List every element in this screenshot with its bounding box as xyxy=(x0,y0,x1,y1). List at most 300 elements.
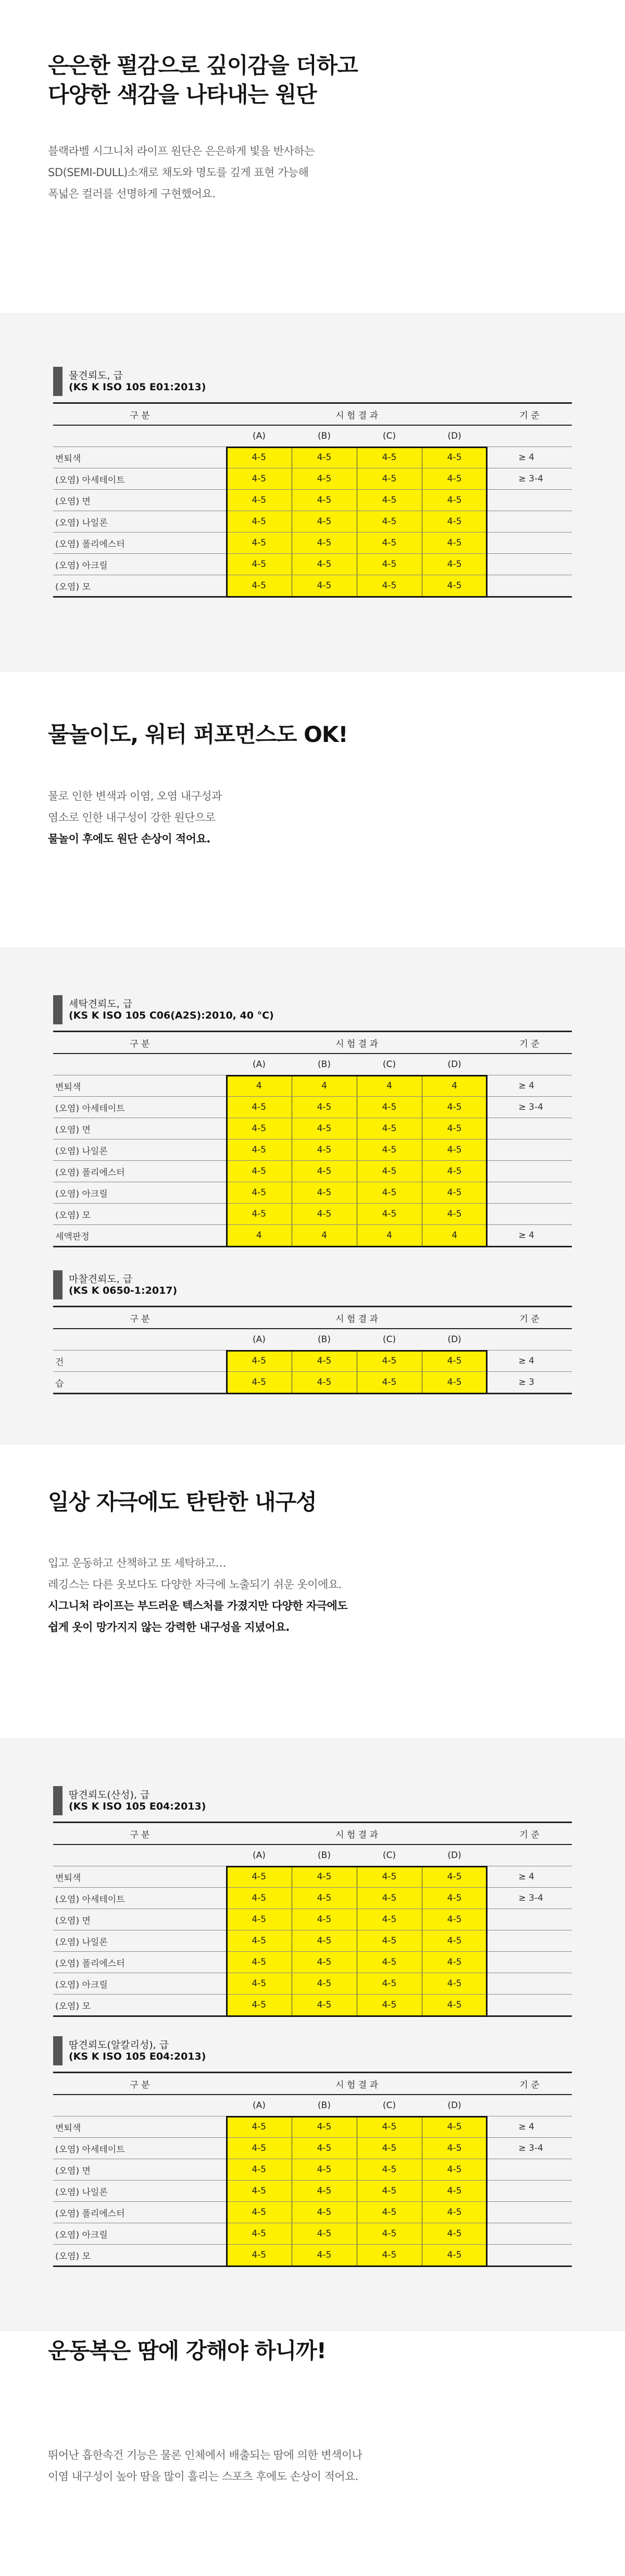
sample-label: (C) xyxy=(357,1054,422,1075)
result-cell: 4-5 xyxy=(227,554,292,575)
result-cell: 4-5 xyxy=(227,1930,292,1952)
row-item: (오염) 아세테이트 xyxy=(53,1097,227,1118)
result-cell: 4-5 xyxy=(292,1140,357,1161)
row-item: 변퇴색 xyxy=(53,2116,227,2138)
sweat-table-section xyxy=(0,1738,625,2331)
row-item: (오염) 아크릴 xyxy=(53,554,227,575)
result-cell: 4-5 xyxy=(422,2116,487,2138)
test-name: 물견뢰도, 급 xyxy=(69,370,123,381)
result-cell: 4-5 xyxy=(357,1161,422,1182)
table-caption xyxy=(53,1784,572,1817)
header-row xyxy=(53,1823,572,1845)
test-name: 세탁견뢰도, 급 xyxy=(69,998,133,1010)
result-cell: 4-5 xyxy=(422,575,487,597)
row-standard: ≥ 4 xyxy=(518,1230,534,1241)
row-item: (오염) 폴리에스터 xyxy=(53,532,227,554)
results-table xyxy=(53,402,572,598)
row-standard: ≥ 3 xyxy=(518,1377,534,1388)
result-cell: 4-5 xyxy=(227,2116,292,2138)
table-row xyxy=(53,1204,572,1225)
test-name: 땀견뢰도(알칼리성), 급 xyxy=(69,2039,169,2051)
table-row xyxy=(53,2116,572,2138)
header-row xyxy=(53,1032,572,1054)
result-cell: 4-5 xyxy=(227,1118,292,1140)
result-cell: 4-5 xyxy=(357,1866,422,1888)
header-result: 시 험 결 과 xyxy=(227,1307,487,1329)
row-standard xyxy=(487,1973,572,1995)
table-row xyxy=(53,1995,572,2016)
sweat-alkali-card xyxy=(53,2034,572,2267)
result-cell: 4-5 xyxy=(227,575,292,597)
table-row xyxy=(53,1225,572,1247)
result-cell: 4-5 xyxy=(422,1930,487,1952)
result-cell: 4-5 xyxy=(227,447,292,468)
table-row xyxy=(53,1118,572,1140)
result-cell: 4-5 xyxy=(357,1372,422,1394)
paragraph-line: 입고 운동하고 산책하고 또 세탁하고… xyxy=(48,1557,226,1569)
table-row xyxy=(53,554,572,575)
result-cell: 4-5 xyxy=(292,2116,357,2138)
row-standard xyxy=(487,1995,572,2016)
result-cell: 4 xyxy=(357,1075,422,1097)
result-cell: 4 xyxy=(292,1075,357,1097)
daily-text xyxy=(48,1553,347,1638)
header-standard: 기 준 xyxy=(487,2073,572,2095)
sample-header-row xyxy=(53,1844,572,1866)
row-item: (오염) 나일론 xyxy=(53,2181,227,2202)
result-cell: 4-5 xyxy=(357,1973,422,1995)
table-row xyxy=(53,2159,572,2181)
result-cell: 4-5 xyxy=(227,1952,292,1973)
test-name: 마찰견뢰도, 급 xyxy=(69,1273,133,1285)
table-row xyxy=(53,2223,572,2245)
result-cell: 4-5 xyxy=(357,2202,422,2223)
result-cell: 4-5 xyxy=(292,575,357,597)
row-standard xyxy=(487,1204,572,1225)
table-row xyxy=(53,2202,572,2223)
result-cell: 4-5 xyxy=(357,1204,422,1225)
row-item: 변퇴색 xyxy=(53,1075,227,1097)
table-row xyxy=(53,1075,572,1097)
row-standard xyxy=(487,511,572,532)
result-cell: 4-5 xyxy=(292,1161,357,1182)
sample-label: (A) xyxy=(227,1054,292,1075)
results-table xyxy=(53,1031,572,1247)
result-cell: 4-5 xyxy=(422,1140,487,1161)
result-cell: 4-5 xyxy=(227,1351,292,1372)
row-item: (오염) 나일론 xyxy=(53,511,227,532)
table-caption xyxy=(53,2034,572,2067)
water-text xyxy=(48,786,222,850)
result-cell: 4-5 xyxy=(422,1118,487,1140)
row-standard: ≥ 3-4 xyxy=(487,2138,572,2159)
row-standard: ≥ 3-4 xyxy=(487,1888,572,1909)
result-cell: 4-5 xyxy=(357,532,422,554)
row-item: (오염) 면 xyxy=(53,1909,227,1930)
row-item: (오염) 모 xyxy=(55,2001,91,2012)
result-cell: 4-5 xyxy=(292,2181,357,2202)
result-cell: 4-5 xyxy=(422,1866,487,1888)
header-item: 구 분 xyxy=(53,403,227,426)
table-row xyxy=(53,490,572,511)
result-cell: 4-5 xyxy=(227,1888,292,1909)
sample-label: (C) xyxy=(357,1329,422,1351)
header-result: 시 험 결 과 xyxy=(227,1032,487,1054)
caption-bar xyxy=(53,995,63,1024)
intro-line: SD(SEMI-DULL)소재로 채도와 명도를 깊게 표현 가능해 xyxy=(48,166,309,179)
result-cell: 4-5 xyxy=(422,490,487,511)
sample-label: (A) xyxy=(227,425,292,447)
row-item: (오염) 폴리에스터 xyxy=(53,2202,227,2223)
row-standard xyxy=(487,1952,572,1973)
test-standard: (KS K ISO 105 E04:2013) xyxy=(69,1801,206,1812)
wash-table-section xyxy=(0,947,625,1445)
rub-fastness-card xyxy=(53,1268,572,1394)
header-row xyxy=(53,403,572,426)
table-row xyxy=(53,1866,572,1888)
water-fastness-card xyxy=(53,365,572,598)
sample-header-row xyxy=(53,425,572,447)
table-row xyxy=(53,1952,572,1973)
table-row xyxy=(53,1182,572,1204)
row-standard xyxy=(487,1140,572,1161)
sample-label: (D) xyxy=(422,1844,487,1866)
result-cell: 4-5 xyxy=(292,1952,357,1973)
result-cell: 4-5 xyxy=(292,1097,357,1118)
result-cell: 4-5 xyxy=(422,532,487,554)
result-cell: 4-5 xyxy=(422,468,487,490)
header-standard: 기 준 xyxy=(487,403,572,426)
paragraph-line: 염소로 인한 내구성이 강한 원단으로 xyxy=(48,811,216,824)
result-cell: 4-5 xyxy=(292,1372,357,1394)
sample-label: (D) xyxy=(422,1329,487,1351)
results-table xyxy=(53,1306,572,1394)
result-cell: 4-5 xyxy=(422,2223,487,2245)
sample-label: (C) xyxy=(357,2095,422,2116)
result-cell: 4-5 xyxy=(227,511,292,532)
result-cell: 4-5 xyxy=(422,1351,487,1372)
sample-label: (B) xyxy=(292,1329,357,1351)
header-row xyxy=(53,2073,572,2095)
result-cell: 4-5 xyxy=(292,1930,357,1952)
intro-line: 블랙라벨 시그니처 라이프 원단은 은은하게 빛을 반사하는 xyxy=(48,145,315,157)
sweat-heading: 운동복은 땀에 강해야 하니까! xyxy=(48,2338,326,2363)
row-item: (오염) 아세테이트 xyxy=(53,468,227,490)
result-cell: 4-5 xyxy=(227,490,292,511)
row-standard xyxy=(487,532,572,554)
result-cell: 4-5 xyxy=(292,1866,357,1888)
header-result: 시 험 결 과 xyxy=(227,1823,487,1845)
table-caption xyxy=(53,365,572,398)
result-cell: 4-5 xyxy=(227,1372,292,1394)
sample-label: (D) xyxy=(422,2095,487,2116)
row-standard xyxy=(487,1182,572,1204)
table-row xyxy=(53,2181,572,2202)
result-cell: 4-5 xyxy=(422,1161,487,1182)
daily-heading: 일상 자극에도 탄탄한 내구성 xyxy=(48,1489,317,1515)
header-item: 구 분 xyxy=(53,1307,227,1329)
result-cell: 4-5 xyxy=(227,2223,292,2245)
result-cell: 4-5 xyxy=(227,1995,292,2016)
result-cell: 4-5 xyxy=(227,1140,292,1161)
result-cell: 4-5 xyxy=(227,1909,292,1930)
row-item: 세액판정 xyxy=(55,1231,90,1242)
result-cell: 4-5 xyxy=(357,1140,422,1161)
table-row xyxy=(53,1909,572,1930)
table-row xyxy=(53,468,572,490)
result-cell: 4-5 xyxy=(357,1351,422,1372)
results-table xyxy=(53,2072,572,2267)
result-cell: 4-5 xyxy=(292,554,357,575)
result-cell: 4-5 xyxy=(357,2245,422,2267)
result-cell: 4-5 xyxy=(422,1204,487,1225)
header-result: 시 험 결 과 xyxy=(227,2073,487,2095)
row-item: (오염) 아세테이트 xyxy=(53,1888,227,1909)
water-table-section xyxy=(0,313,625,672)
row-item: (오염) 면 xyxy=(53,2159,227,2181)
table-row xyxy=(53,2245,572,2267)
row-item: 습 xyxy=(55,1378,64,1389)
row-standard: ≥ 4 xyxy=(487,1351,572,1372)
table-row xyxy=(53,575,572,597)
daily-section xyxy=(0,1445,625,1738)
table-row xyxy=(53,532,572,554)
sweat-acid-card xyxy=(53,1784,572,2017)
table-row xyxy=(53,447,572,468)
table-caption xyxy=(53,1268,572,1302)
caption-bar xyxy=(53,2036,63,2065)
intro-heading: 은은한 펄감으로 깊이감을 더하고 다양한 색감을 나타내는 원단 xyxy=(48,53,358,107)
intro-line: 폭넓은 컬러를 선명하게 구현했어요. xyxy=(48,188,216,200)
result-cell: 4-5 xyxy=(292,1888,357,1909)
result-cell: 4-5 xyxy=(422,1909,487,1930)
result-cell: 4-5 xyxy=(357,490,422,511)
table-row xyxy=(53,1161,572,1182)
result-cell: 4-5 xyxy=(227,2245,292,2267)
row-standard xyxy=(487,490,572,511)
table-row xyxy=(53,1097,572,1118)
result-cell: 4-5 xyxy=(292,1973,357,1995)
caption-bar xyxy=(53,367,63,396)
sweat-line: 뛰어난 흡한속건 기능은 물론 인체에서 배출되는 땀에 의한 변색이나 xyxy=(48,2449,362,2461)
result-cell: 4-5 xyxy=(357,2138,422,2159)
result-cell: 4-5 xyxy=(292,1204,357,1225)
paragraph-line: 물로 인한 변색과 이염, 오염 내구성과 xyxy=(48,790,222,802)
row-standard: ≥ 3-4 xyxy=(487,468,572,490)
test-standard: (KS K 0650-1:2017) xyxy=(69,1285,178,1296)
row-item: (오염) 나일론 xyxy=(53,1930,227,1952)
sample-label: (B) xyxy=(292,1844,357,1866)
table-row xyxy=(53,1140,572,1161)
result-cell: 4-5 xyxy=(292,1909,357,1930)
sweat-section xyxy=(0,2331,625,2576)
result-cell: 4 xyxy=(227,1075,292,1097)
result-cell: 4-5 xyxy=(227,2202,292,2223)
result-cell: 4-5 xyxy=(227,532,292,554)
result-cell: 4-5 xyxy=(227,1973,292,1995)
row-standard xyxy=(487,1909,572,1930)
row-standard xyxy=(487,575,572,597)
result-cell: 4 xyxy=(422,1075,487,1097)
sample-label: (C) xyxy=(357,425,422,447)
result-cell: 4-5 xyxy=(422,1372,487,1394)
result-cell: 4-5 xyxy=(422,1995,487,2016)
result-cell: 4-5 xyxy=(292,2223,357,2245)
result-cell: 4-5 xyxy=(227,1097,292,1118)
result-cell: 4-5 xyxy=(292,447,357,468)
header-item: 구 분 xyxy=(53,1032,227,1054)
row-standard xyxy=(487,1118,572,1140)
result-cell: 4 xyxy=(292,1225,357,1247)
result-cell: 4-5 xyxy=(357,2116,422,2138)
table-row xyxy=(53,511,572,532)
header-standard: 기 준 xyxy=(487,1032,572,1054)
result-cell: 4-5 xyxy=(422,2202,487,2223)
row-item: (오염) 아크릴 xyxy=(53,1973,227,1995)
row-standard xyxy=(487,1930,572,1952)
result-cell: 4-5 xyxy=(357,511,422,532)
row-standard xyxy=(487,554,572,575)
result-cell: 4-5 xyxy=(357,447,422,468)
result-cell: 4-5 xyxy=(422,1952,487,1973)
row-standard: ≥ 4 xyxy=(487,1075,572,1097)
row-standard: ≥ 3-4 xyxy=(487,1097,572,1118)
result-cell: 4-5 xyxy=(292,490,357,511)
result-cell: 4-5 xyxy=(227,2181,292,2202)
sample-label: (B) xyxy=(292,1054,357,1075)
row-item: (오염) 모 xyxy=(55,581,91,592)
wash-fastness-card xyxy=(53,993,572,1247)
result-cell: 4-5 xyxy=(357,575,422,597)
result-cell: 4-5 xyxy=(422,2245,487,2267)
row-item: (오염) 아세테이트 xyxy=(53,2138,227,2159)
sample-label: (B) xyxy=(292,2095,357,2116)
header-item: 구 분 xyxy=(53,2073,227,2095)
sample-label: (C) xyxy=(357,1844,422,1866)
caption-bar xyxy=(53,1786,63,1815)
result-cell: 4-5 xyxy=(422,1182,487,1204)
header-item: 구 분 xyxy=(53,1823,227,1845)
header-standard: 기 준 xyxy=(487,1823,572,1845)
result-cell: 4-5 xyxy=(227,1161,292,1182)
row-item: (오염) 아크릴 xyxy=(53,1182,227,1204)
test-standard: (KS K ISO 105 E04:2013) xyxy=(69,2051,206,2062)
row-standard xyxy=(487,1161,572,1182)
result-cell: 4-5 xyxy=(357,1888,422,1909)
test-name: 땀견뢰도(산성), 급 xyxy=(69,1789,150,1801)
result-cell: 4-5 xyxy=(422,1888,487,1909)
results-table xyxy=(53,1822,572,2017)
result-cell: 4-5 xyxy=(292,2202,357,2223)
row-item: (오염) 나일론 xyxy=(53,1140,227,1161)
table-row xyxy=(53,2138,572,2159)
table-row xyxy=(53,1351,572,1372)
result-cell: 4-5 xyxy=(357,1995,422,2016)
sample-label: (D) xyxy=(422,1054,487,1075)
result-cell: 4 xyxy=(422,1225,487,1247)
result-cell: 4-5 xyxy=(227,1182,292,1204)
result-cell: 4-5 xyxy=(357,468,422,490)
sample-label: (A) xyxy=(227,1844,292,1866)
row-item: 건 xyxy=(53,1351,227,1372)
result-cell: 4-5 xyxy=(422,447,487,468)
row-item: (오염) 폴리에스터 xyxy=(53,1952,227,1973)
row-item: (오염) 모 xyxy=(53,1204,227,1225)
sample-label: (D) xyxy=(422,425,487,447)
result-cell: 4-5 xyxy=(422,1097,487,1118)
row-standard: ≥ 4 xyxy=(487,447,572,468)
result-cell: 4-5 xyxy=(227,2159,292,2181)
result-cell: 4-5 xyxy=(422,511,487,532)
result-cell: 4-5 xyxy=(422,2181,487,2202)
row-item: (오염) 아크릴 xyxy=(53,2223,227,2245)
water-section xyxy=(0,672,625,947)
result-cell: 4-5 xyxy=(227,2138,292,2159)
row-standard: ≥ 4 xyxy=(487,1866,572,1888)
result-cell: 4-5 xyxy=(292,1118,357,1140)
paragraph-line-bold: 물놀이 후에도 원단 손상이 적어요. xyxy=(48,833,210,845)
paragraph-line-bold: 쉽게 옷이 망가지지 않는 강력한 내구성을 지녔어요. xyxy=(48,1621,290,1633)
row-item: 변퇴색 xyxy=(53,1866,227,1888)
sample-header-row xyxy=(53,1329,572,1351)
table-row xyxy=(53,1930,572,1952)
result-cell: 4-5 xyxy=(292,1351,357,1372)
header-row xyxy=(53,1307,572,1329)
result-cell: 4-5 xyxy=(357,1182,422,1204)
result-cell: 4-5 xyxy=(422,1973,487,1995)
row-standard xyxy=(487,2223,572,2245)
row-standard xyxy=(487,2159,572,2181)
header-result: 시 험 결 과 xyxy=(227,403,487,426)
header-standard: 기 준 xyxy=(487,1307,572,1329)
result-cell: 4-5 xyxy=(292,2138,357,2159)
result-cell: 4-5 xyxy=(292,511,357,532)
caption-bar xyxy=(53,1270,63,1299)
result-cell: 4-5 xyxy=(292,532,357,554)
result-cell: 4-5 xyxy=(422,554,487,575)
intro-section xyxy=(0,0,625,313)
sweat-text xyxy=(48,2445,362,2487)
row-item: (오염) 폴리에스터 xyxy=(53,1161,227,1182)
result-cell: 4-5 xyxy=(357,2159,422,2181)
row-item: 변퇴색 xyxy=(53,447,227,468)
row-standard xyxy=(487,2181,572,2202)
table-row xyxy=(53,1888,572,1909)
result-cell: 4-5 xyxy=(422,2159,487,2181)
row-item: (오염) 면 xyxy=(53,1118,227,1140)
result-cell: 4-5 xyxy=(357,1952,422,1973)
row-item: (오염) 면 xyxy=(53,490,227,511)
row-standard xyxy=(487,2245,572,2267)
paragraph-line-bold: 시그니처 라이프는 부드러운 텍스처를 가졌지만 다양한 자극에도 xyxy=(48,1600,348,1612)
intro-text xyxy=(48,141,315,205)
row-item: (오염) 모 xyxy=(55,2251,91,2262)
result-cell: 4-5 xyxy=(422,2138,487,2159)
result-cell: 4 xyxy=(227,1225,292,1247)
row-standard xyxy=(487,2202,572,2223)
test-standard: (KS K ISO 105 C06(A2S):2010, 40 °C) xyxy=(69,1010,274,1021)
sample-header-row xyxy=(53,1054,572,1075)
result-cell: 4-5 xyxy=(357,554,422,575)
result-cell: 4-5 xyxy=(292,468,357,490)
sample-label: (B) xyxy=(292,425,357,447)
result-cell: 4-5 xyxy=(227,468,292,490)
result-cell: 4-5 xyxy=(227,1204,292,1225)
table-caption xyxy=(53,993,572,1026)
sample-label: (A) xyxy=(227,1329,292,1351)
sweat-line: 이염 내구성이 높아 땀을 많이 흘리는 스포츠 후에도 손상이 적어요. xyxy=(48,2470,358,2483)
result-cell: 4-5 xyxy=(357,1097,422,1118)
